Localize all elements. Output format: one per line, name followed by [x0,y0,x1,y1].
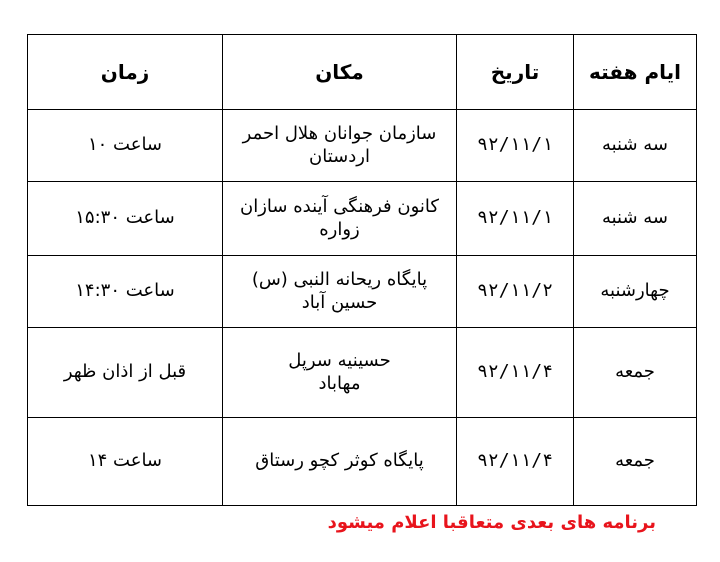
table-row [28,328,697,418]
cell-time: ساعت ۱۴:۳۰ [28,256,223,328]
cell-date [457,418,574,506]
cell-date [457,328,574,418]
date-text: ۹۲/۱۱/۲ [477,280,553,302]
cell-place [223,328,457,418]
place-line: حسین آباد [301,291,378,313]
header-day: ایام هفته [574,35,697,110]
header-place: مکان [223,35,457,110]
cell-time: ساعت ۱۰ [28,110,223,182]
date-text: ۹۲/۱۱/۱ [477,207,553,229]
header-date: تاریخ [457,35,574,110]
cell-date [457,182,574,256]
place-line: حسینیه سرپل [288,350,391,371]
table-row [28,256,697,328]
cell-place [223,182,457,256]
header-time: زمان [28,35,223,110]
schedule-table [27,34,697,506]
cell-place [223,110,457,182]
place-line: اردستان [309,145,370,167]
cell-date [457,256,574,328]
cell-place [223,256,457,328]
cell-day: جمعه [574,328,697,418]
cell-time: قبل از اذان ظهر [28,328,223,418]
cell-time: ساعت ۱۵:۳۰ [28,182,223,256]
date-text: ۹۲/۱۱/۴ [477,361,553,383]
cell-day: جمعه [574,418,697,506]
table-row [28,418,697,506]
place-line: پایگاه کوثر کچو رستاق [255,450,424,472]
cell-day: سه شنبه [574,110,697,182]
cell-day: سه شنبه [574,182,697,256]
date-text: ۹۲/۱۱/۴ [477,450,553,472]
place-line: مهاباد [318,372,361,394]
cell-date [457,110,574,182]
place-line: پایگاه ریحانه النبی (س) [251,269,428,290]
table-header-row [28,35,697,110]
place-line: کانون فرهنگی آینده سازان [240,196,439,217]
place-line: سازمان جوانان هلال احمر [242,123,437,144]
place-line: زواره [319,218,360,240]
cell-time: ساعت ۱۴ [28,418,223,506]
cell-place [223,418,457,506]
date-text: ۹۲/۱۱/۱ [477,134,553,156]
table-row [28,182,697,256]
cell-day: چهارشنبه [574,256,697,328]
table-row [28,110,697,182]
footer-note: برنامه های بعدی متعاقبا اعلام میشود [327,512,656,533]
